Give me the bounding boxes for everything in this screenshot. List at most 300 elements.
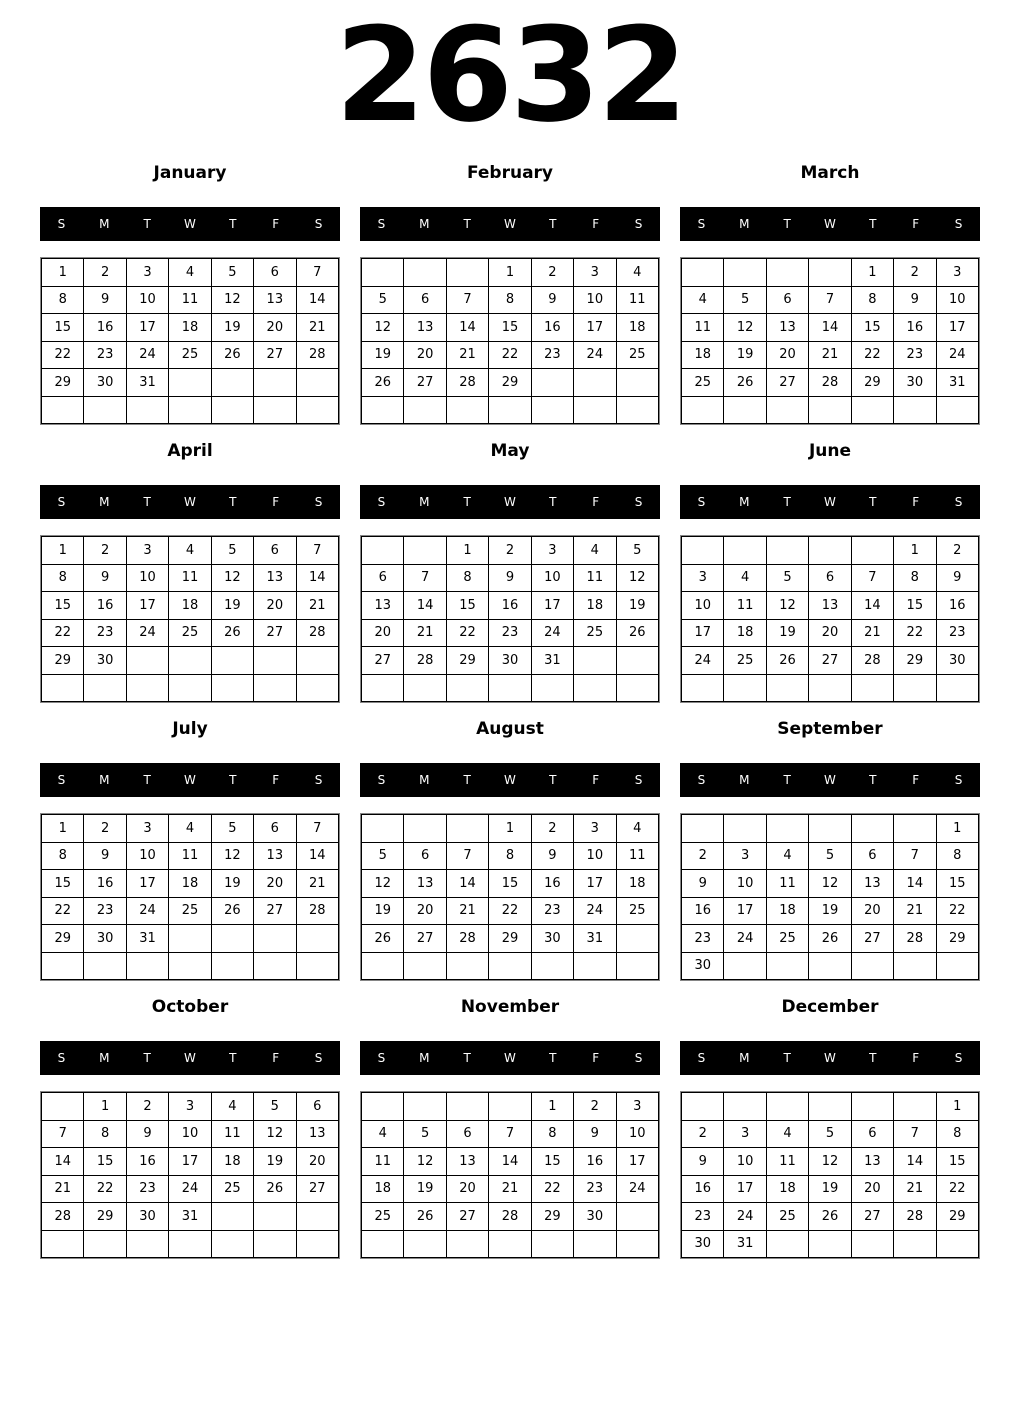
- month-grid-frame: [680, 535, 980, 703]
- day-cell: 22: [936, 897, 978, 925]
- week-row: [362, 952, 659, 980]
- weekday-label: T: [229, 773, 237, 787]
- weekday-label: T: [143, 1051, 151, 1065]
- day-cell: 1: [489, 815, 531, 843]
- day-cell: 3: [682, 564, 724, 592]
- empty-day-cell: [936, 674, 978, 702]
- day-cell: 1: [84, 1093, 126, 1121]
- week-row: [362, 369, 659, 397]
- month-block-january: [40, 150, 340, 428]
- months-grid: [0, 150, 1020, 1262]
- weekday-label: T: [549, 495, 557, 509]
- day-cell: 20: [404, 341, 446, 369]
- day-cell: 10: [531, 564, 573, 592]
- day-cell: 6: [254, 537, 296, 565]
- day-cell: 1: [936, 815, 978, 843]
- week-row: [682, 341, 979, 369]
- day-cell: 12: [362, 870, 404, 898]
- weekday-label: F: [272, 217, 280, 231]
- day-cell: 20: [446, 1175, 488, 1203]
- day-cell: 30: [531, 925, 573, 953]
- empty-day-cell: [894, 1093, 936, 1121]
- day-cell: 6: [254, 815, 296, 843]
- day-cell: 20: [851, 1175, 893, 1203]
- day-cell: 24: [126, 897, 168, 925]
- weekday-label: T: [143, 495, 151, 509]
- day-cell: 16: [84, 870, 126, 898]
- weekday-label: T: [869, 773, 877, 787]
- empty-day-cell: [766, 952, 808, 980]
- day-cell: 4: [169, 537, 211, 565]
- empty-day-cell: [616, 925, 658, 953]
- day-cell: 6: [766, 286, 808, 314]
- day-cell: 19: [404, 1175, 446, 1203]
- day-cell: 19: [211, 870, 253, 898]
- month-grid-frame: [360, 1091, 660, 1259]
- empty-day-cell: [404, 952, 446, 980]
- day-cell: 1: [42, 815, 84, 843]
- day-cell: 16: [489, 592, 531, 620]
- week-row: [362, 314, 659, 342]
- month-name: April: [167, 441, 213, 461]
- month-grid-frame: [40, 535, 340, 703]
- day-cell: 30: [84, 647, 126, 675]
- day-cell: 27: [254, 341, 296, 369]
- day-cell: 18: [616, 870, 658, 898]
- empty-day-cell: [616, 647, 658, 675]
- week-row: [42, 897, 339, 925]
- day-cell: 10: [169, 1120, 211, 1148]
- month-day-grid: [41, 814, 339, 980]
- day-cell: 27: [446, 1203, 488, 1231]
- weekday-label: S: [314, 773, 323, 787]
- day-cell: 18: [724, 619, 766, 647]
- weekday-label: T: [869, 1051, 877, 1065]
- day-cell: 2: [84, 259, 126, 287]
- day-cell: 28: [851, 647, 893, 675]
- empty-day-cell: [489, 396, 531, 424]
- weekday-label: T: [143, 773, 151, 787]
- empty-day-cell: [851, 537, 893, 565]
- week-row: [362, 564, 659, 592]
- weekday-label: S: [377, 1051, 386, 1065]
- day-cell: 30: [894, 369, 936, 397]
- day-cell: 10: [936, 286, 978, 314]
- day-cell: 10: [126, 286, 168, 314]
- day-cell: 31: [126, 369, 168, 397]
- day-cell: 3: [169, 1093, 211, 1121]
- day-cell: 26: [809, 925, 851, 953]
- day-cell: 8: [894, 564, 936, 592]
- month-grid-frame: [360, 535, 660, 703]
- empty-day-cell: [616, 1230, 658, 1258]
- day-cell: 17: [169, 1148, 211, 1176]
- day-cell: 5: [724, 286, 766, 314]
- empty-day-cell: [42, 396, 84, 424]
- empty-day-cell: [851, 952, 893, 980]
- day-cell: 19: [211, 314, 253, 342]
- weekday-label: S: [634, 217, 643, 231]
- day-cell: 7: [42, 1120, 84, 1148]
- day-cell: 24: [724, 925, 766, 953]
- week-row: [682, 369, 979, 397]
- empty-day-cell: [809, 259, 851, 287]
- day-cell: 13: [362, 592, 404, 620]
- week-row: [682, 1175, 979, 1203]
- day-cell: 22: [42, 619, 84, 647]
- week-row: [682, 537, 979, 565]
- day-cell: 1: [42, 537, 84, 565]
- week-row: [42, 1203, 339, 1231]
- empty-day-cell: [894, 1230, 936, 1258]
- day-cell: 22: [42, 341, 84, 369]
- day-cell: 31: [574, 925, 616, 953]
- day-cell: 29: [936, 925, 978, 953]
- day-cell: 5: [211, 815, 253, 843]
- day-cell: 4: [682, 286, 724, 314]
- empty-day-cell: [531, 952, 573, 980]
- day-cell: 26: [766, 647, 808, 675]
- week-row: [682, 396, 979, 424]
- day-cell: 17: [531, 592, 573, 620]
- week-row: [682, 815, 979, 843]
- day-cell: 11: [616, 842, 658, 870]
- day-cell: 23: [682, 925, 724, 953]
- week-row: [362, 1148, 659, 1176]
- weekday-header-row: [40, 763, 340, 797]
- empty-day-cell: [296, 369, 338, 397]
- empty-day-cell: [446, 815, 488, 843]
- weekday-label: T: [229, 217, 237, 231]
- day-cell: 20: [254, 592, 296, 620]
- day-cell: 19: [362, 897, 404, 925]
- month-name: March: [800, 163, 860, 183]
- empty-day-cell: [254, 674, 296, 702]
- empty-day-cell: [404, 537, 446, 565]
- day-cell: 11: [574, 564, 616, 592]
- day-cell: 14: [296, 286, 338, 314]
- day-cell: 7: [296, 815, 338, 843]
- week-row: [682, 564, 979, 592]
- day-cell: 22: [446, 619, 488, 647]
- day-cell: 14: [446, 870, 488, 898]
- day-cell: 15: [84, 1148, 126, 1176]
- day-cell: 29: [42, 369, 84, 397]
- day-cell: 20: [851, 897, 893, 925]
- empty-day-cell: [84, 1230, 126, 1258]
- day-cell: 12: [362, 314, 404, 342]
- day-cell: 4: [616, 259, 658, 287]
- day-cell: 13: [254, 842, 296, 870]
- week-row: [682, 1120, 979, 1148]
- day-cell: 18: [169, 870, 211, 898]
- day-cell: 17: [574, 314, 616, 342]
- week-row: [682, 1203, 979, 1231]
- empty-day-cell: [404, 674, 446, 702]
- day-cell: 21: [894, 1175, 936, 1203]
- day-cell: 26: [724, 369, 766, 397]
- day-cell: 17: [574, 870, 616, 898]
- weekday-label: T: [229, 1051, 237, 1065]
- day-cell: 16: [84, 592, 126, 620]
- empty-day-cell: [682, 537, 724, 565]
- weekday-label: W: [824, 773, 836, 787]
- day-cell: 21: [296, 870, 338, 898]
- month-day-grid: [361, 536, 659, 702]
- weekday-label: T: [229, 495, 237, 509]
- day-cell: 17: [724, 1175, 766, 1203]
- day-cell: 28: [894, 1203, 936, 1231]
- week-row: [42, 1230, 339, 1258]
- day-cell: 2: [894, 259, 936, 287]
- day-cell: 21: [809, 341, 851, 369]
- empty-day-cell: [126, 647, 168, 675]
- empty-day-cell: [724, 952, 766, 980]
- empty-day-cell: [84, 674, 126, 702]
- day-cell: 15: [894, 592, 936, 620]
- day-cell: 11: [169, 564, 211, 592]
- day-cell: 10: [724, 870, 766, 898]
- week-row: [362, 619, 659, 647]
- day-cell: 17: [126, 314, 168, 342]
- month-grid-frame: [680, 1091, 980, 1259]
- day-cell: 9: [682, 1148, 724, 1176]
- month-grid-frame: [360, 257, 660, 425]
- weekday-label: T: [869, 217, 877, 231]
- day-cell: 3: [616, 1093, 658, 1121]
- empty-day-cell: [574, 396, 616, 424]
- day-cell: 14: [296, 842, 338, 870]
- month-block-december: [680, 984, 980, 1262]
- empty-day-cell: [42, 674, 84, 702]
- day-cell: 24: [682, 647, 724, 675]
- day-cell: 14: [894, 870, 936, 898]
- month-name: October: [151, 997, 229, 1017]
- day-cell: 23: [531, 341, 573, 369]
- day-cell: 21: [296, 314, 338, 342]
- day-cell: 25: [362, 1203, 404, 1231]
- weekday-label: F: [592, 1051, 600, 1065]
- empty-day-cell: [254, 925, 296, 953]
- week-row: [682, 1093, 979, 1121]
- weekday-header-row: [360, 485, 660, 519]
- day-cell: 8: [936, 1120, 978, 1148]
- week-row: [362, 674, 659, 702]
- empty-day-cell: [894, 396, 936, 424]
- weekday-label: S: [634, 773, 643, 787]
- day-cell: 16: [894, 314, 936, 342]
- day-cell: 1: [531, 1093, 573, 1121]
- day-cell: 22: [894, 619, 936, 647]
- empty-day-cell: [682, 674, 724, 702]
- weekday-label: W: [504, 495, 516, 509]
- day-cell: 7: [446, 286, 488, 314]
- weekday-label: F: [272, 773, 280, 787]
- month-block-february: [360, 150, 660, 428]
- year-title: 2632: [335, 0, 685, 151]
- month-day-grid: [681, 258, 979, 424]
- day-cell: 11: [211, 1120, 253, 1148]
- day-cell: 12: [766, 592, 808, 620]
- day-cell: 21: [296, 592, 338, 620]
- day-cell: 13: [851, 870, 893, 898]
- day-cell: 6: [404, 842, 446, 870]
- month-name: June: [808, 441, 852, 461]
- day-cell: 13: [766, 314, 808, 342]
- day-cell: 8: [446, 564, 488, 592]
- day-cell: 25: [574, 619, 616, 647]
- empty-day-cell: [169, 647, 211, 675]
- empty-day-cell: [254, 952, 296, 980]
- month-name: August: [476, 719, 544, 739]
- week-row: [362, 897, 659, 925]
- empty-day-cell: [724, 259, 766, 287]
- day-cell: 17: [682, 619, 724, 647]
- day-cell: 7: [446, 842, 488, 870]
- day-cell: 20: [766, 341, 808, 369]
- empty-day-cell: [616, 369, 658, 397]
- day-cell: 13: [254, 286, 296, 314]
- day-cell: 23: [84, 619, 126, 647]
- weekday-header-row: [40, 1041, 340, 1075]
- day-cell: 3: [724, 842, 766, 870]
- week-row: [682, 925, 979, 953]
- week-row: [42, 369, 339, 397]
- empty-day-cell: [809, 815, 851, 843]
- day-cell: 2: [531, 815, 573, 843]
- day-cell: 16: [531, 314, 573, 342]
- month-name: December: [781, 997, 879, 1017]
- day-cell: 14: [296, 564, 338, 592]
- day-cell: 24: [724, 1203, 766, 1231]
- empty-day-cell: [766, 396, 808, 424]
- day-cell: 2: [84, 815, 126, 843]
- month-day-grid: [681, 814, 979, 980]
- day-cell: 10: [574, 842, 616, 870]
- day-cell: 15: [936, 870, 978, 898]
- day-cell: 29: [42, 647, 84, 675]
- day-cell: 3: [126, 537, 168, 565]
- week-row: [362, 925, 659, 953]
- day-cell: 7: [809, 286, 851, 314]
- weekday-header-row: [360, 763, 660, 797]
- day-cell: 7: [489, 1120, 531, 1148]
- week-row: [42, 341, 339, 369]
- month-name: November: [460, 997, 560, 1017]
- weekday-label: W: [824, 1051, 836, 1065]
- day-cell: 13: [809, 592, 851, 620]
- day-cell: 30: [574, 1203, 616, 1231]
- empty-day-cell: [809, 1230, 851, 1258]
- day-cell: 11: [169, 286, 211, 314]
- empty-day-cell: [446, 674, 488, 702]
- weekday-label: F: [912, 495, 920, 509]
- empty-day-cell: [851, 674, 893, 702]
- day-cell: 26: [211, 897, 253, 925]
- day-cell: 14: [446, 314, 488, 342]
- day-cell: 29: [489, 925, 531, 953]
- day-cell: 11: [169, 842, 211, 870]
- day-cell: 20: [254, 870, 296, 898]
- day-cell: 10: [724, 1148, 766, 1176]
- weekday-label: S: [57, 1051, 66, 1065]
- empty-day-cell: [211, 369, 253, 397]
- day-cell: 20: [254, 314, 296, 342]
- empty-day-cell: [574, 1230, 616, 1258]
- day-cell: 9: [84, 286, 126, 314]
- day-cell: 27: [254, 619, 296, 647]
- day-cell: 12: [211, 564, 253, 592]
- week-row: [42, 1093, 339, 1121]
- day-cell: 12: [211, 286, 253, 314]
- month-block-march: [680, 150, 980, 428]
- day-cell: 17: [126, 870, 168, 898]
- day-cell: 8: [936, 842, 978, 870]
- day-cell: 27: [404, 369, 446, 397]
- day-cell: 19: [809, 1175, 851, 1203]
- day-cell: 15: [42, 592, 84, 620]
- day-cell: 25: [766, 925, 808, 953]
- empty-day-cell: [724, 1093, 766, 1121]
- week-row: [42, 314, 339, 342]
- day-cell: 29: [489, 369, 531, 397]
- month-name: July: [172, 719, 208, 739]
- weekday-header-row: [680, 1041, 980, 1075]
- empty-day-cell: [936, 1230, 978, 1258]
- week-row: [42, 1175, 339, 1203]
- day-cell: 26: [211, 341, 253, 369]
- day-cell: 7: [894, 1120, 936, 1148]
- week-row: [682, 1230, 979, 1258]
- empty-day-cell: [682, 259, 724, 287]
- day-cell: 27: [851, 1203, 893, 1231]
- empty-day-cell: [616, 1203, 658, 1231]
- weekday-label: F: [272, 1051, 280, 1065]
- day-cell: 14: [894, 1148, 936, 1176]
- day-cell: 14: [489, 1148, 531, 1176]
- empty-day-cell: [766, 1230, 808, 1258]
- day-cell: 23: [682, 1203, 724, 1231]
- day-cell: 17: [616, 1148, 658, 1176]
- week-row: [362, 396, 659, 424]
- day-cell: 15: [42, 870, 84, 898]
- day-cell: 2: [84, 537, 126, 565]
- day-cell: 18: [211, 1148, 253, 1176]
- day-cell: 27: [766, 369, 808, 397]
- day-cell: 10: [574, 286, 616, 314]
- empty-day-cell: [211, 952, 253, 980]
- day-cell: 20: [404, 897, 446, 925]
- empty-day-cell: [489, 674, 531, 702]
- month-block-october: [40, 984, 340, 1262]
- week-row: [362, 341, 659, 369]
- day-cell: 21: [894, 897, 936, 925]
- day-cell: 5: [362, 842, 404, 870]
- week-row: [42, 1120, 339, 1148]
- day-cell: 3: [724, 1120, 766, 1148]
- day-cell: 27: [809, 647, 851, 675]
- weekday-label: M: [99, 773, 110, 787]
- day-cell: 26: [362, 369, 404, 397]
- week-row: [42, 815, 339, 843]
- day-cell: 12: [724, 314, 766, 342]
- day-cell: 28: [489, 1203, 531, 1231]
- empty-day-cell: [169, 369, 211, 397]
- weekday-label: M: [739, 495, 750, 509]
- day-cell: 26: [254, 1175, 296, 1203]
- day-cell: 4: [766, 842, 808, 870]
- day-cell: 18: [169, 314, 211, 342]
